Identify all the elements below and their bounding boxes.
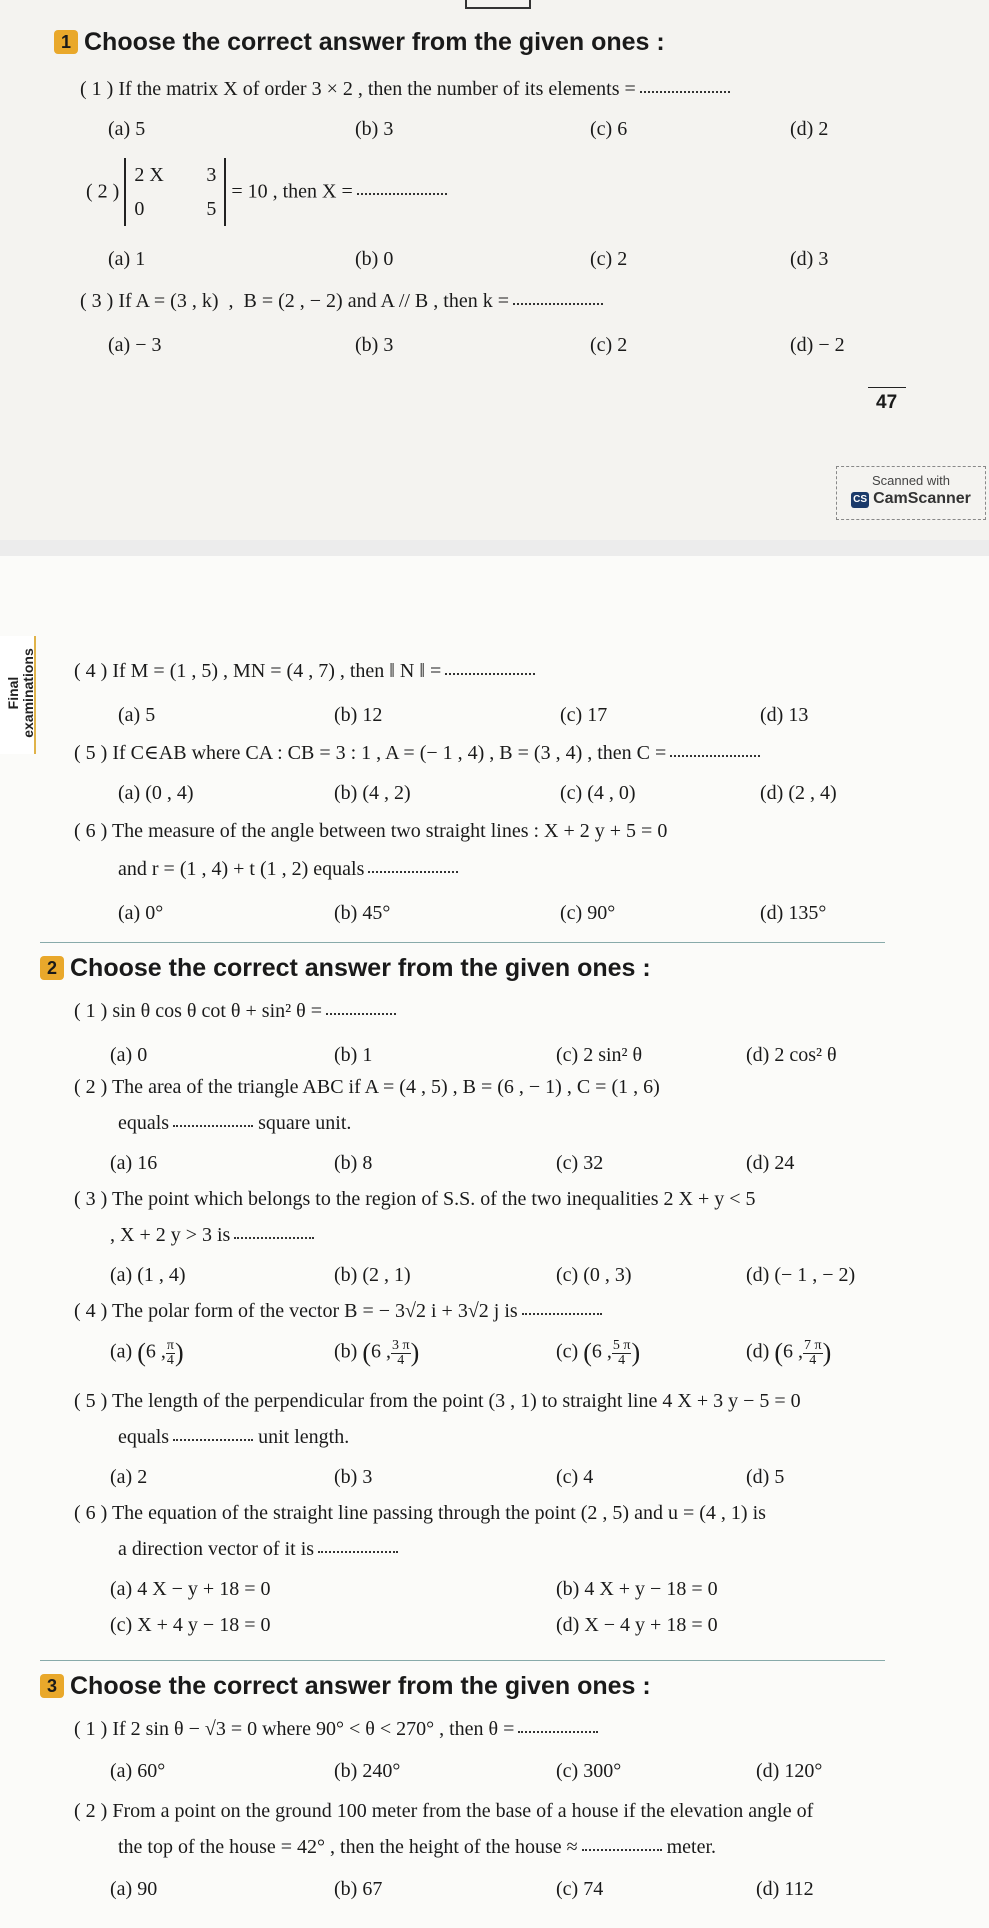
option-b: (b) 3 (355, 118, 394, 140)
side-tab: Final examinations (0, 636, 36, 754)
question-2-6-line2: a direction vector of it is (118, 1538, 398, 1561)
section-3-heading: 3 Choose the correct answer from the given ones : (40, 1672, 651, 1701)
option-a: (a) 0 (110, 1044, 148, 1066)
question-2-1: ( 1 ) sin θ cos θ cot θ + sin² θ = (74, 1000, 396, 1023)
option-a: (a) 2 (110, 1466, 148, 1488)
option-c: (c) 32 (556, 1152, 604, 1174)
option-c: (c) (0 , 3) (556, 1264, 632, 1286)
section-number-badge: 1 (54, 30, 78, 54)
option-c: (c) 2 (590, 248, 628, 270)
answer-blank (518, 1731, 598, 1733)
section-number-badge: 2 (40, 956, 64, 980)
question-1-3: ( 3 ) If A = (3 , k) , B = (2 , − 2) and A // B , then k = (80, 290, 603, 313)
option-d: (d) (− 1 , − 2) (746, 1264, 856, 1286)
question-2-4: ( 4 ) The polar form of the vector B = − 3√2 i + 3√2 j is (74, 1300, 602, 1323)
section-divider (40, 1660, 885, 1661)
option-a: (a) 4 X − y + 18 = 0 (110, 1578, 271, 1600)
option-c: (c) 17 (560, 704, 608, 726)
question-1-6-line2: and r = (1 , 4) + t (1 , 2) equals (118, 858, 458, 881)
option-b: (b) (6 , $\frac{3 \pi}{4}$ ) (334, 1337, 420, 1368)
option-d: (d) 24 (746, 1152, 795, 1174)
option-a: (a) 5 (108, 118, 146, 140)
exam-page-48 (0, 556, 989, 1928)
question-1-6: ( 6 ) The measure of the angle between two straight lines : X + 2 y + 5 = 0 (74, 820, 668, 842)
answer-blank (173, 1125, 253, 1127)
option-c: (c) 6 (590, 118, 628, 140)
option-b: (b) 3 (355, 334, 394, 356)
answer-blank (318, 1551, 398, 1553)
option-a: (a) 5 (118, 704, 156, 726)
question-2-5: ( 5 ) The length of the perpendicular from the point (3 , 1) to straight line 4 X + 3 y − 5 = 0 (74, 1390, 801, 1412)
option-a: (a) 16 (110, 1152, 158, 1174)
option-b: (b) 1 (334, 1044, 373, 1066)
question-2-2: ( 2 ) The area of the triangle ABC if A = (4 , 5) , B = (6 , − 1) , C = (1 , 6) (74, 1076, 660, 1098)
exam-page-47 (0, 0, 989, 540)
question-2-5-line2: equals unit length. (118, 1426, 350, 1448)
question-3-2: ( 2 ) From a point on the ground 100 meter from the base of a house if the elevation angle of (74, 1800, 814, 1822)
option-a: (a) 0° (118, 902, 164, 924)
option-b: (b) 12 (334, 704, 383, 726)
option-a: (a) − 3 (108, 334, 162, 356)
option-d: (d) 13 (760, 704, 809, 726)
option-c: (c) 2 sin² θ (556, 1044, 643, 1066)
option-c: (c) 300° (556, 1760, 622, 1782)
option-d: (d) X − 4 y + 18 = 0 (556, 1614, 718, 1636)
option-b: (b) 45° (334, 902, 391, 924)
question-1-4: ( 4 ) If M = (1 , 5) , MN = (4 , 7) , then ‖ N ‖ = (74, 660, 535, 683)
option-b: (b) 240° (334, 1760, 401, 1782)
option-d: (d) (2 , 4) (760, 782, 837, 804)
option-b: (b) (2 , 1) (334, 1264, 411, 1286)
question-2-6: ( 6 ) The equation of the straight line passing through the point (2 , 5) and u = (4 , 1) is (74, 1502, 766, 1524)
answer-blank (368, 871, 458, 873)
answer-blank (513, 303, 603, 305)
answer-blank (522, 1313, 602, 1315)
section-1-heading: 1 Choose the correct answer from the given ones : (54, 28, 665, 57)
section-number-badge: 3 (40, 1674, 64, 1698)
option-d: (d) 135° (760, 902, 827, 924)
option-c: (c) (6 , $\frac{5 \pi}{4}$ ) (556, 1337, 641, 1368)
option-d: (d) 2 (790, 118, 829, 140)
option-b: (b) 8 (334, 1152, 373, 1174)
option-c: (c) (4 , 0) (560, 782, 636, 804)
option-d: (d) 112 (756, 1878, 814, 1900)
answer-blank (173, 1439, 253, 1441)
answer-blank (357, 193, 447, 195)
answer-blank (445, 673, 535, 675)
camscanner-logo-icon: CS (851, 492, 869, 508)
option-a: (a) 90 (110, 1878, 158, 1900)
question-2-3: ( 3 ) The point which belongs to the region of S.S. of the two inequalities 2 X + y < 5 (74, 1188, 756, 1210)
section-divider (40, 942, 885, 943)
question-1-5: ( 5 ) If C∈AB where CA : CB = 3 : 1 , A = (− 1 , 4) , B = (3 , 4) , then C = (74, 740, 760, 765)
option-a: (a) (6 , $\frac{\pi}{4}$ ) (110, 1337, 184, 1368)
camscanner-watermark: Scanned with CS CamScanner (836, 466, 986, 520)
option-d: (d) − 2 (790, 334, 845, 356)
page-gap (0, 540, 989, 556)
question-2-2-line2: equals square unit. (118, 1112, 352, 1134)
page-top-tab (465, 0, 531, 9)
section-2-heading: 2 Choose the correct answer from the given ones : (40, 954, 651, 983)
answer-blank (640, 91, 730, 93)
option-a: (a) (0 , 4) (118, 782, 194, 804)
determinant: 2 X 3 0 5 (124, 158, 226, 226)
option-c: (c) 4 (556, 1466, 594, 1488)
question-2-3-line2: , X + 2 y > 3 is (110, 1224, 314, 1247)
question-3-1: ( 1 ) If 2 sin θ − √3 = 0 where 90° < θ < 270° , then θ = (74, 1718, 598, 1741)
option-b: (b) 0 (355, 248, 394, 270)
page-number: 47 (876, 392, 898, 413)
option-c: (c) 74 (556, 1878, 604, 1900)
option-a: (a) 60° (110, 1760, 166, 1782)
option-c: (c) 90° (560, 902, 616, 924)
answer-blank (234, 1237, 314, 1239)
option-b: (b) 3 (334, 1466, 373, 1488)
option-d: (d) 2 cos² θ (746, 1044, 837, 1066)
question-1-2: ( 2 ) 2 X 3 0 5 = 10 , then X = (86, 158, 447, 226)
option-d: (d) (6 , $\frac{7 \pi}{4}$ ) (746, 1337, 832, 1368)
option-b: (b) 4 X + y − 18 = 0 (556, 1578, 718, 1600)
option-d: (d) 5 (746, 1466, 785, 1488)
answer-blank (670, 755, 760, 757)
answer-blank (582, 1849, 662, 1851)
question-1-1: ( 1 ) If the matrix X of order 3 × 2 , then the number of its elements = (80, 78, 730, 101)
option-a: (a) (1 , 4) (110, 1264, 186, 1286)
option-c: (c) X + 4 y − 18 = 0 (110, 1614, 271, 1636)
option-d: (d) 120° (756, 1760, 823, 1782)
option-d: (d) 3 (790, 248, 829, 270)
option-b: (b) 67 (334, 1878, 383, 1900)
question-3-2-line2: the top of the house = 42° , then the height of the house ≈ meter. (118, 1836, 717, 1858)
answer-blank (326, 1013, 396, 1015)
option-a: (a) 1 (108, 248, 146, 270)
option-c: (c) 2 (590, 334, 628, 356)
option-b: (b) (4 , 2) (334, 782, 411, 804)
